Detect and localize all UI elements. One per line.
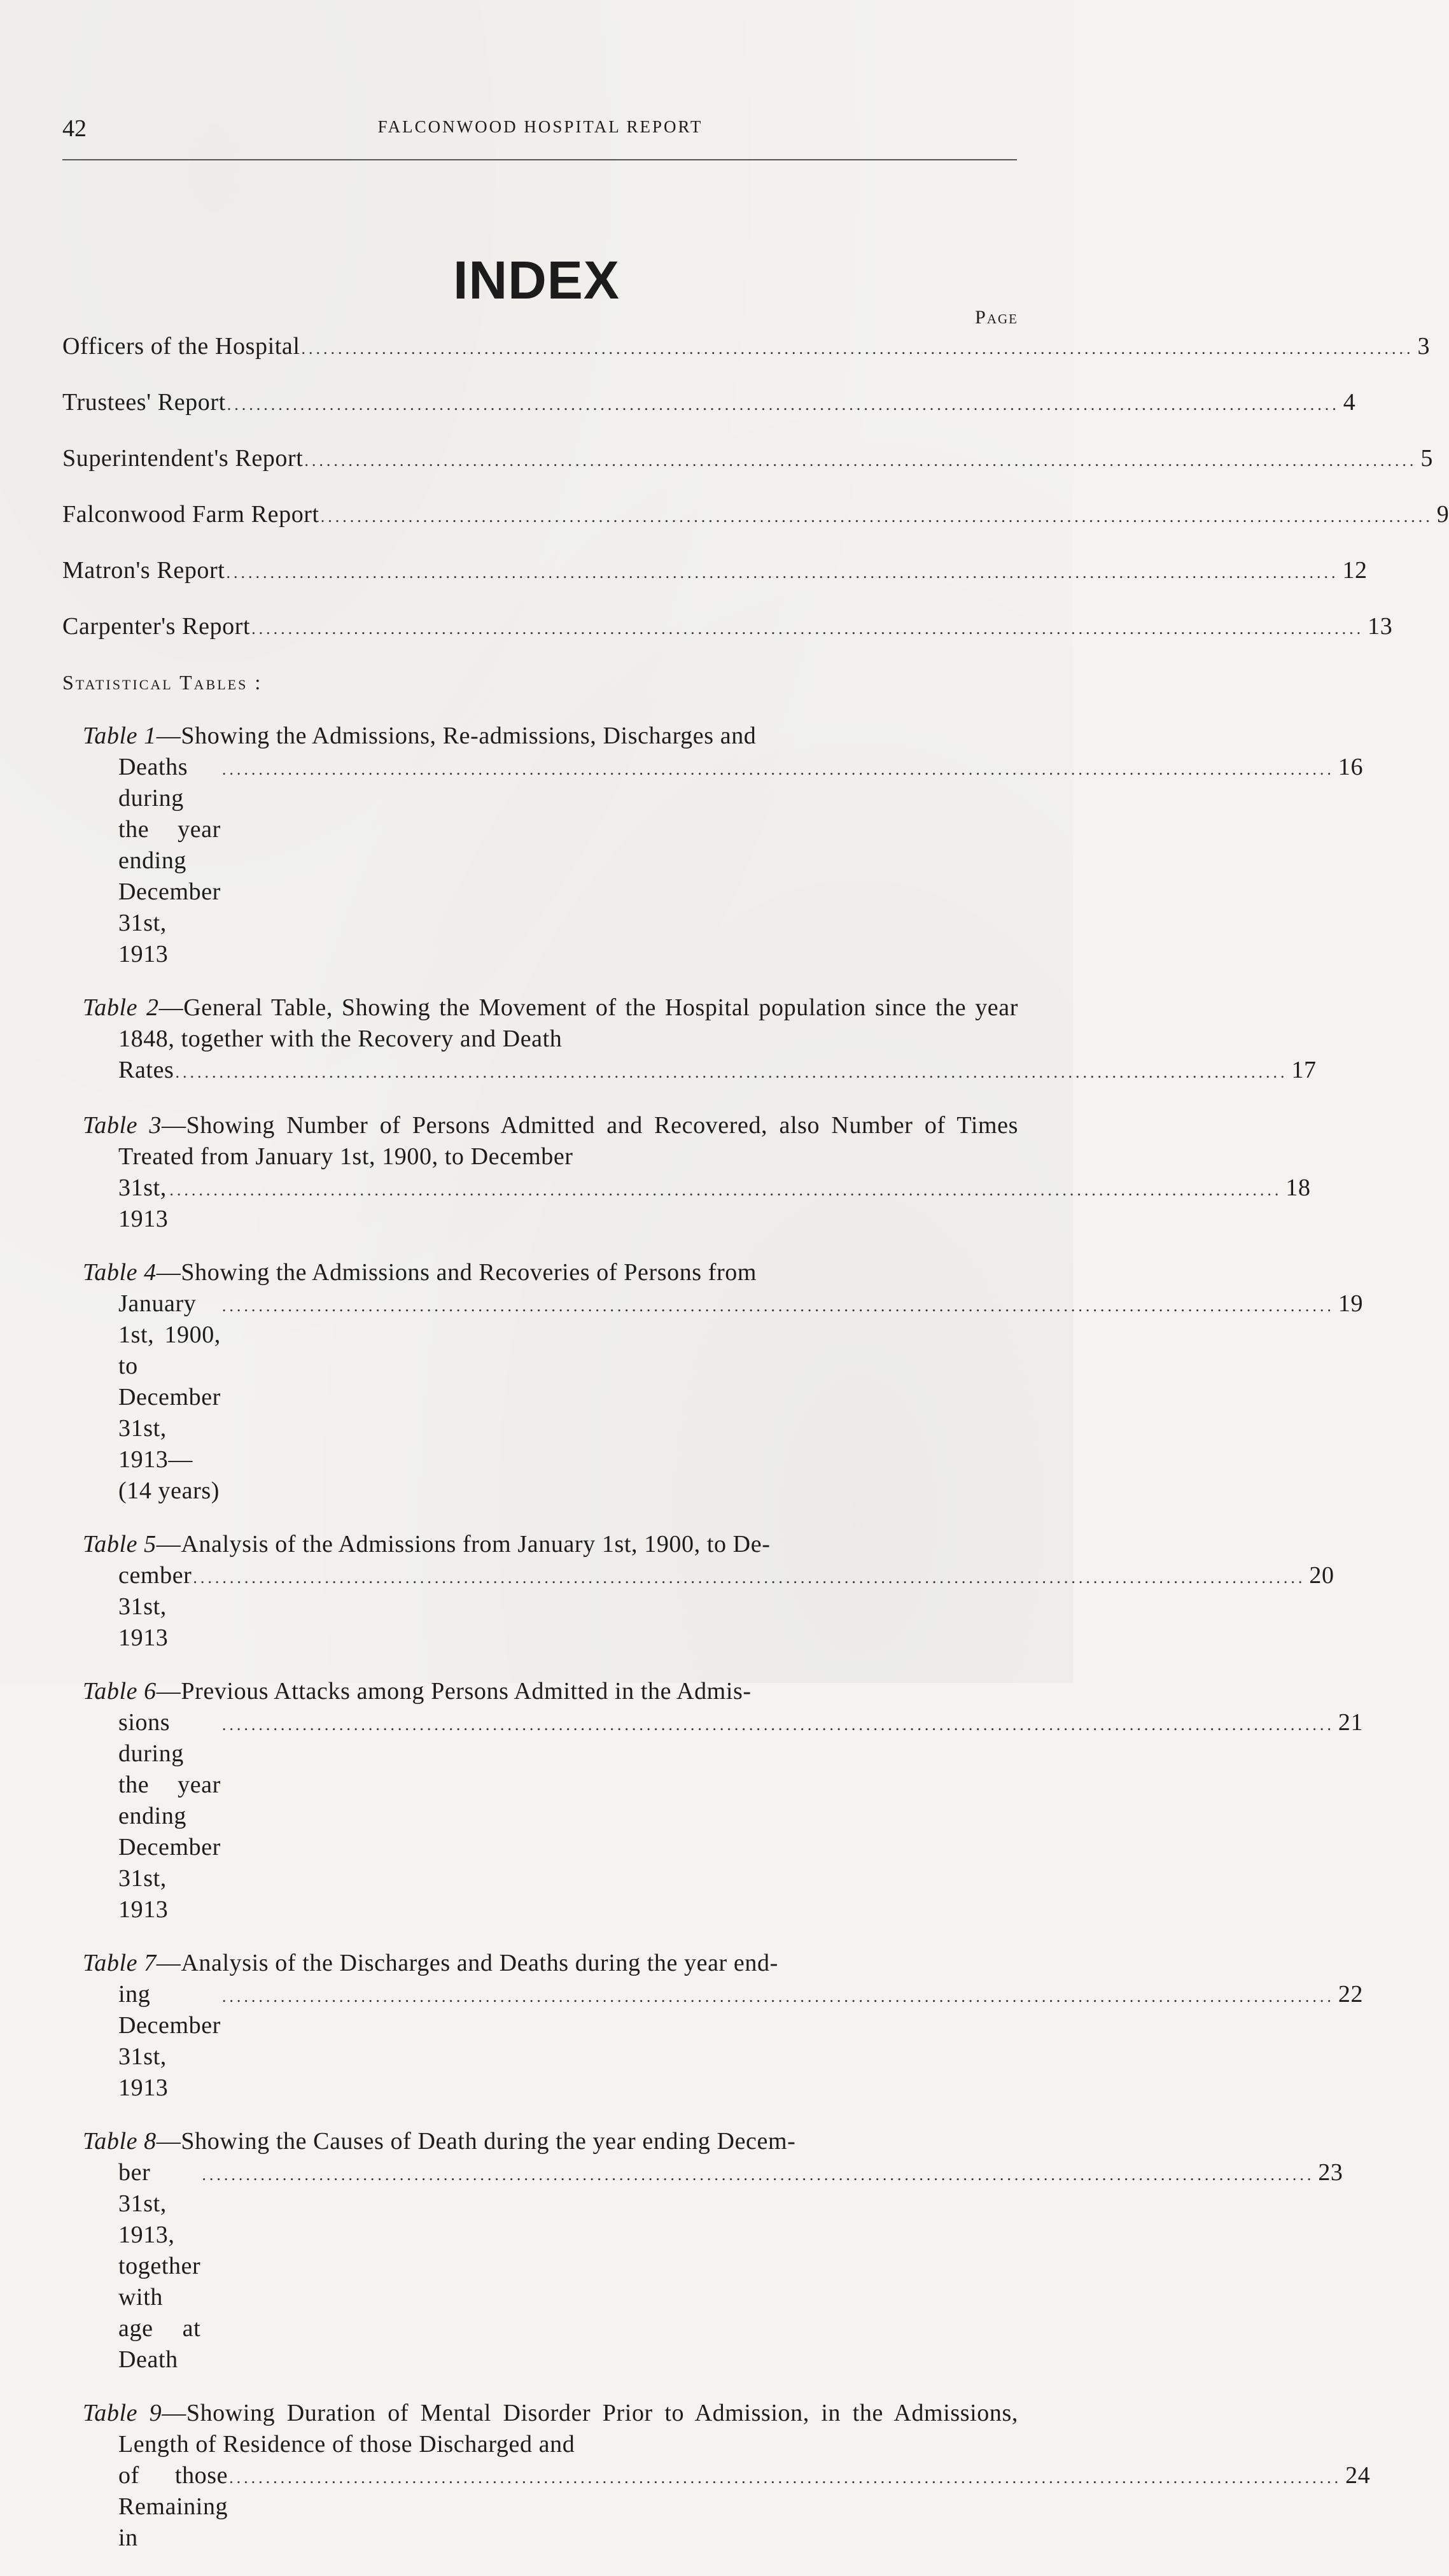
entry-page: 21 bbox=[1338, 1709, 1364, 1736]
dot-leader: ........................................................................................................................................................ bbox=[193, 1568, 1306, 1587]
table-description: —Analysis of the Discharges and Deaths during the year end- bbox=[156, 1950, 778, 1976]
table-label: Table 1 bbox=[83, 722, 157, 749]
entry-page: 4 bbox=[1343, 389, 1356, 416]
table-last-line bbox=[118, 1055, 1317, 1088]
dot-leader: ........................................................................................................................................................ bbox=[175, 1063, 1288, 1081]
entry-page: 16 bbox=[1338, 754, 1364, 780]
table-entry bbox=[62, 2398, 1371, 2554]
table-last-line bbox=[118, 752, 1364, 970]
entry-label: Matron's Report bbox=[62, 557, 225, 584]
table-last-line bbox=[118, 1707, 1364, 1925]
entry-page: 13 bbox=[1368, 613, 1393, 640]
table-label: Table 2 bbox=[83, 994, 159, 1021]
entry-page: 17 bbox=[1291, 1057, 1317, 1083]
section-heading: Statistical Tables : bbox=[62, 671, 263, 694]
entry-label: Superintendent's Report bbox=[62, 445, 304, 472]
entry-page: 9 bbox=[1436, 501, 1449, 528]
dot-leader: ........................................................................................................................................................ bbox=[320, 507, 1433, 526]
table-label: Table 9 bbox=[83, 2400, 162, 2426]
entry-page: 3 bbox=[1417, 333, 1431, 360]
dot-leader: ........................................................................................................................................................ bbox=[229, 2468, 1342, 2487]
index-entry bbox=[62, 555, 1368, 611]
table-last-line bbox=[118, 1560, 1334, 1654]
table-description-end: of those Remaining in bbox=[118, 2462, 228, 2551]
entry-page: 12 bbox=[1342, 557, 1368, 584]
table-last-line bbox=[118, 1288, 1364, 1507]
dot-leader: ........................................................................................................................................................ bbox=[221, 1297, 1334, 1315]
dot-leader: ........................................................................................................................................................ bbox=[227, 395, 1340, 414]
entry-label: Trustees' Report bbox=[62, 389, 226, 416]
index-entry bbox=[62, 611, 1393, 667]
table-description-end: January 1st, 1900, to December 31st, 1913—(14 years) bbox=[118, 1290, 221, 1504]
index-entry bbox=[62, 387, 1356, 443]
table-description: —General Table, Showing the Movement of the Hospital population since the year 1848, together with the Recovery and Death bbox=[118, 994, 1018, 1052]
table-description-end: ing December 31st, 1913 bbox=[118, 1981, 221, 2101]
table-description-end: sions during the year ending December 31st, 1913 bbox=[118, 1709, 221, 1923]
dot-leader: ........................................................................................................................................................ bbox=[221, 760, 1334, 778]
entry-page: 20 bbox=[1309, 1562, 1334, 1589]
table-description-end: ber 31st, 1913, together with age at Death bbox=[118, 2159, 201, 2373]
table-description-end: 31st, 1913 bbox=[118, 1174, 169, 1232]
entry-page: 23 bbox=[1318, 2159, 1343, 2186]
table-entry bbox=[62, 2126, 1343, 2375]
table-last-line bbox=[118, 1979, 1364, 2104]
table-description: —Showing the Admissions and Recoveries of Persons from bbox=[156, 1259, 757, 1286]
dot-leader: ........................................................................................................................................................ bbox=[221, 1987, 1334, 2006]
table-description-end: Deaths during the year ending December 31st, 1913 bbox=[118, 754, 221, 968]
table-entry bbox=[62, 1948, 1364, 2104]
table-last-line bbox=[118, 2460, 1371, 2554]
entry-page: 22 bbox=[1338, 1981, 1364, 2008]
table-last-line bbox=[118, 2157, 1343, 2375]
page-header bbox=[62, 108, 1018, 146]
dot-leader: ........................................................................................................................................................ bbox=[226, 563, 1339, 582]
dot-leader: ........................................................................................................................................................ bbox=[304, 451, 1417, 470]
table-description: —Showing the Admissions, Re-admissions, Discharges and bbox=[156, 722, 757, 749]
page-number: 42 bbox=[62, 115, 87, 142]
page-column-heading: Page bbox=[975, 307, 1018, 328]
table-description: —Previous Attacks among Persons Admitted in the Admis- bbox=[156, 1678, 752, 1705]
table-label: Table 6 bbox=[83, 1678, 157, 1705]
index-title: INDEX bbox=[453, 250, 620, 310]
table-description-end: Rates bbox=[118, 1057, 174, 1083]
table-label: Table 7 bbox=[83, 1950, 157, 1976]
index-entries bbox=[62, 331, 1449, 2576]
table-last-line bbox=[118, 1172, 1311, 1235]
entry-page: 18 bbox=[1285, 1174, 1311, 1201]
table-entry bbox=[62, 1676, 1364, 1925]
dot-leader: ........................................................................................................................................................ bbox=[202, 2165, 1315, 2184]
table-description: —Analysis of the Admissions from January 1st, 1900, to De- bbox=[156, 1531, 771, 1558]
index-entry bbox=[62, 443, 1434, 499]
dot-leader: ........................................................................................................................................................ bbox=[169, 1181, 1282, 1199]
dot-leader: ........................................................................................................................................................ bbox=[301, 339, 1414, 358]
running-title: FALCONWOOD HOSPITAL REPORT bbox=[377, 117, 703, 136]
table-description: —Showing Number of Persons Admitted and Recovered, also Number of Times Treated from January 1st, 1900, to December bbox=[118, 1112, 1018, 1170]
entry-page: 5 bbox=[1420, 445, 1434, 472]
dot-leader: ........................................................................................................................................................ bbox=[221, 1715, 1334, 1734]
header-rule bbox=[62, 159, 1017, 160]
table-description: —Showing Duration of Mental Disorder Prior to Admission, in the Admissions, Length of Residence of those Discharged and bbox=[118, 2400, 1018, 2458]
index-entry bbox=[62, 499, 1449, 555]
table-entry bbox=[62, 1110, 1311, 1235]
table-label: Table 3 bbox=[83, 1112, 162, 1139]
index-entry bbox=[62, 331, 1431, 387]
table-entry bbox=[62, 1529, 1334, 1654]
entry-page: 24 bbox=[1345, 2462, 1371, 2489]
table-description: —Showing the Causes of Death during the year ending Decem- bbox=[156, 2128, 796, 2155]
entry-label: Officers of the Hospital bbox=[62, 333, 300, 360]
entry-label: Falconwood Farm Report bbox=[62, 501, 319, 528]
table-entry bbox=[62, 992, 1317, 1088]
table-description-end: cember 31st, 1913 bbox=[118, 1562, 192, 1651]
table-label: Table 8 bbox=[83, 2128, 157, 2155]
entry-page: 19 bbox=[1338, 1290, 1364, 1317]
table-entry bbox=[62, 1257, 1364, 1507]
table-label: Table 5 bbox=[83, 1531, 157, 1558]
table-label: Table 4 bbox=[83, 1259, 157, 1286]
table-entry bbox=[62, 721, 1364, 970]
entry-label: Carpenter's Report bbox=[62, 613, 251, 640]
dot-leader: ........................................................................................................................................................ bbox=[251, 619, 1364, 638]
